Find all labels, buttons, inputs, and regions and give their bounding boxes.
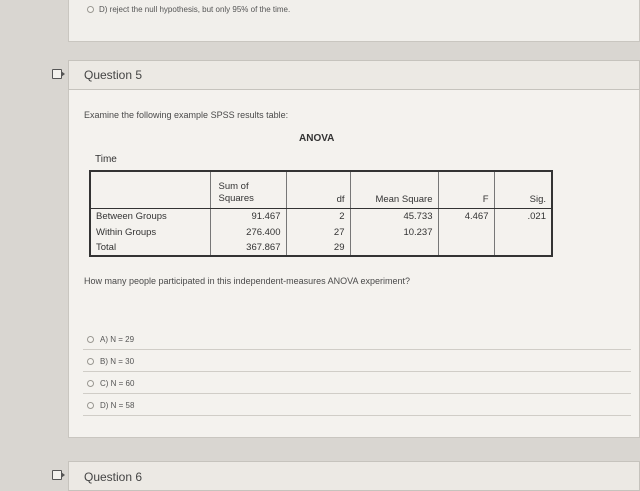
table-cell: 4.467: [438, 208, 494, 224]
table-cell: [494, 240, 552, 256]
table-cell: Between Groups: [90, 208, 210, 224]
option-label: D) N = 58: [100, 401, 135, 410]
table-subtitle: Time: [95, 154, 117, 165]
option-label: D) reject the null hypothesis, but only 95% of the time.: [99, 5, 291, 14]
radio-button-icon[interactable]: [87, 6, 94, 13]
table-cell: 2: [286, 208, 350, 224]
flag-question-icon[interactable]: [52, 69, 62, 79]
table-cell: Total: [90, 240, 210, 256]
table-row: [90, 240, 552, 256]
answer-option-d[interactable]: [83, 396, 631, 416]
flag-question-icon[interactable]: [52, 470, 62, 480]
table-cell: .021: [494, 208, 552, 224]
radio-button-icon[interactable]: [87, 402, 94, 409]
radio-button-icon[interactable]: [87, 380, 94, 387]
table-cell: [494, 224, 552, 240]
table-cell: 29: [286, 240, 350, 256]
table-header-cell: F: [438, 171, 494, 208]
table-cell: [350, 240, 438, 256]
radio-button-icon[interactable]: [87, 358, 94, 365]
table-cell: Within Groups: [90, 224, 210, 240]
answer-option-b[interactable]: [83, 352, 631, 372]
option-label: B) N = 30: [100, 357, 135, 366]
question-prompt: Examine the following example SPSS results table:: [84, 110, 289, 120]
table-header-cell: Mean Square: [350, 171, 438, 208]
table-header-cell: Sig.: [494, 171, 552, 208]
previous-question-card: [68, 0, 640, 42]
table-cell: 10.237: [350, 224, 438, 240]
table-header-cell: Sum of Squares: [210, 171, 286, 208]
answer-option-a[interactable]: [83, 330, 631, 350]
table-row: [90, 224, 552, 240]
answer-option-c[interactable]: [83, 374, 631, 394]
table-cell: 91.467: [210, 208, 286, 224]
table-cell: [438, 240, 494, 256]
question-text: How many people participated in this independent-measures ANOVA experiment?: [84, 276, 411, 286]
radio-button-icon[interactable]: [87, 336, 94, 343]
question-header: [68, 60, 640, 90]
table-cell: 276.400: [210, 224, 286, 240]
question-title: Question 6: [84, 470, 143, 484]
next-question-header: [68, 461, 640, 491]
table-header-row: [90, 171, 552, 208]
table-cell: 27: [286, 224, 350, 240]
option-label: A) N = 29: [100, 335, 135, 344]
table-header-cell: [90, 171, 210, 208]
table-row: [90, 208, 552, 224]
table-cell: 367.867: [210, 240, 286, 256]
table-header-cell: df: [286, 171, 350, 208]
anova-table: [89, 170, 553, 257]
question-title: Question 5: [84, 68, 143, 82]
previous-option-d[interactable]: [87, 5, 290, 14]
option-label: C) N = 60: [100, 379, 135, 388]
table-title: ANOVA: [299, 133, 335, 144]
question-body: [68, 90, 640, 438]
table-cell: 45.733: [350, 208, 438, 224]
table-cell: [438, 224, 494, 240]
